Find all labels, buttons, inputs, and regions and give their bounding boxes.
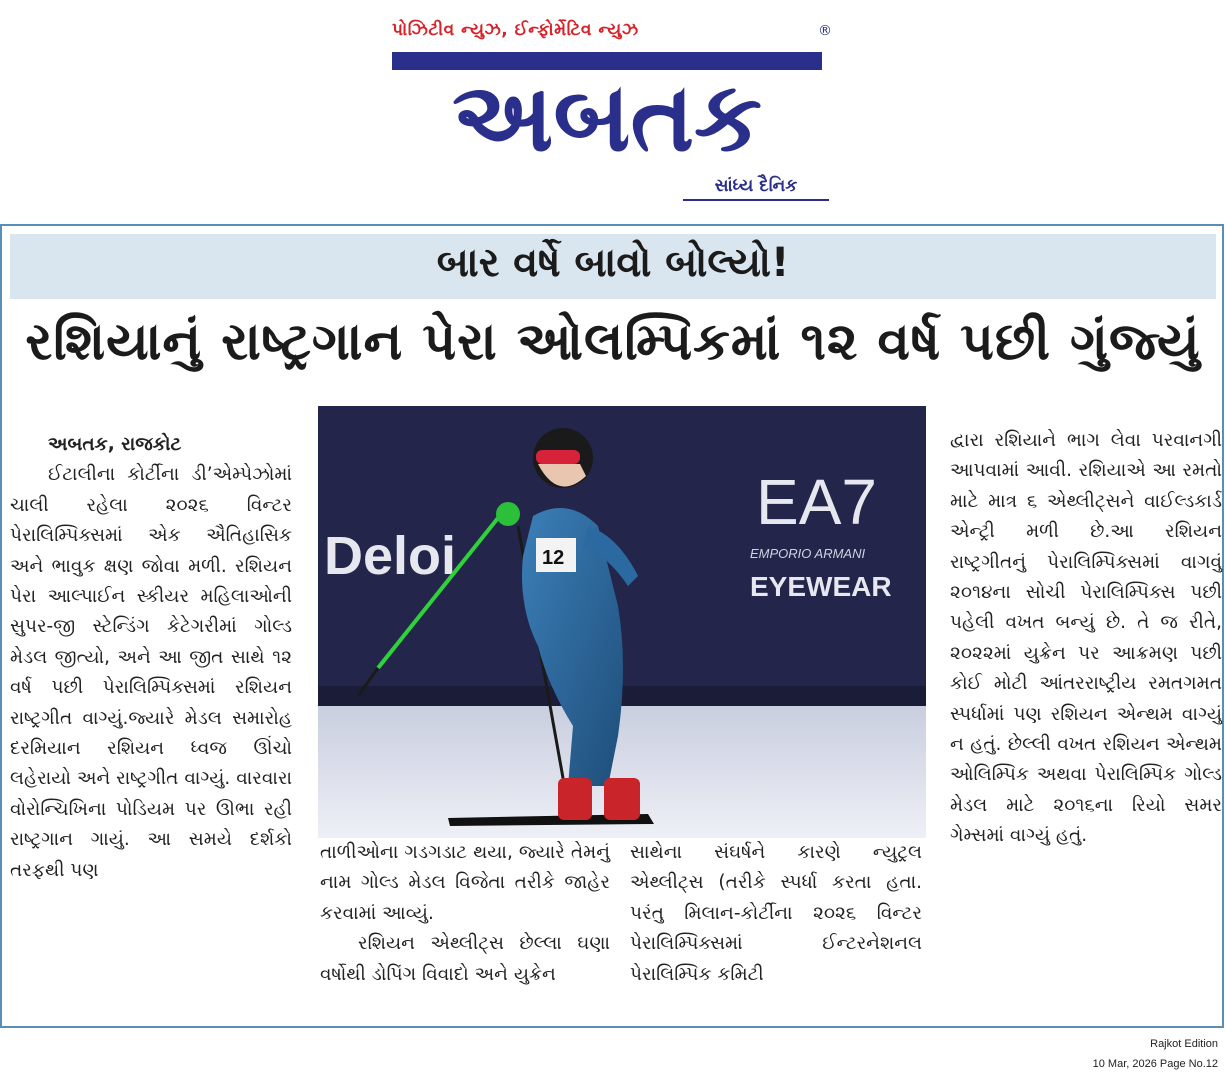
logo-wordmark: અબતક (452, 61, 762, 166)
column-2-para-1: તાળીઓના ગડગડાટ થયા, જ્યારે તેમનું નામ ગોલ્ડ મેડલ વિજેતા તરીકે જાહેર કરવામાં આવ્યું. (320, 842, 610, 924)
edition-label: Rajkot Edition (1150, 1038, 1218, 1050)
banner-left-text: Deloi (324, 526, 457, 586)
masthead-subtitle: સાંધ્ય દૈનિક (714, 176, 798, 196)
article-kicker: બાર વર્ષે બાવો બોલ્યો! (436, 240, 790, 286)
logo-graphic (392, 46, 832, 166)
column-4-text: દ્વારા રશિયાને ભાગ લેવા પરવાનગી આપવામાં આવી. રશિયાએ આ રમતો માટે માત્ર ૬ એથ્લીટ્સને વાઈલ્ડકાર્ડ એન્ટ્રી મળી છે.આ રશિયન રાષ્ટ્રગીતનું પેરાલિમ્પિક્સમાં વાગવું ૨૦૧૪ના સોચી પેરાલિમ્પિક્સ પછી પહેલી વખત બન્યું છે. તે જ રીતે, ૨૦૨૨માં યુક્રેન પર આક્રમણ પછી કોઈ મોટી આંતરરાષ્ટ્રીય રમતગમત સ્પર્ધામાં પણ રશિયન એન્થમ વાગ્યું ન હતું. છેલ્લી વખત રશિયન એન્થમ ઓલિમ્પિક અથવા પેરાલિમ્પિક ગોલ્ડ મેડલ માટે ૨૦૧૬ના રિયો સમર ગેમ્સમાં વાગ્યું હતું. (950, 430, 1222, 847)
ski-boot-left (558, 778, 592, 820)
article-photo[interactable] (318, 406, 926, 838)
article-headline: રશિયાનું રાષ્ટ્રગાન પેરા ઓલમ્પિકમાં ૧૨ વર્ષ પછી ગુંજ્યું (25, 312, 1201, 372)
registered-mark: ® (818, 23, 832, 39)
newspaper-logo[interactable] (392, 46, 832, 166)
ski-boot-right (604, 778, 640, 820)
article-box (0, 224, 1224, 1028)
kicker-band (10, 234, 1216, 299)
banner-line: EYEWEAR (750, 571, 892, 602)
banner-brand: EA7 (756, 466, 877, 538)
article-column-2 (320, 838, 610, 990)
banner-sub: EMPORIO ARMANI (750, 546, 866, 561)
article-column-4 (950, 426, 1222, 852)
masthead-tagline: પોઝિટીવ ન્યુઝ, ઈન્ફોર્મેટિવ ન્યુઝ (392, 20, 639, 40)
bib-number: 12 (542, 547, 565, 569)
column-1-text: ઈટાલીના કોર્ટીના ડી’એમ્પેઝોમાં ચાલી રહેલા ૨૦૨૬ વિન્ટર પેરાલિમ્પિક્સમાં એક ઐતિહાસિક અને ભાવુક ક્ષણ જોવા મળી. રશિયન પેરા આલ્પાઈન સ્કીયર મહિલાઓની સુપર-જી સ્ટેન્ડિંગ કેટેગરીમાં ગોલ્ડ મેડલ જીત્યો, અને આ જીત સાથે ૧૨ વર્ષ પછી પેરાલિમ્પિક્સમાં રશિયન રાષ્ટ્રગીત વાગ્યું.જ્યારે મેડલ સમારોહ દરમિયાન રશિયન ધ્વજ ઊંચો લહેરાયો અને રાષ્ટ્રગીત વાગ્યું. વારવારા વોરોન્ચિખિના પોડિયમ પર ઊભા રહી રાષ્ટ્રગાન ગાયું. આ સમયે દર્શકો તરફથી પણ (10, 464, 292, 881)
page-info: 10 Mar, 2026 Page No.12 (1092, 1058, 1218, 1070)
article-column-1 (10, 430, 292, 886)
article-column-3 (630, 838, 922, 990)
column-3-text: સાથેના સંઘર્ષને કારણે ન્યુટ્રલ એથ્લીટ્સ (તરીકે સ્પર્ધા કરતા હતા. પરંતુ મિલાન-કોર્ટીના ૨૦૨૬ વિન્ટર પેરાલિમ્પિક્સમાં ઈન્ટરનેશનલ પેરાલિમ્પિક કમિટી (630, 842, 922, 985)
skier-photo (318, 406, 926, 838)
article-dateline: અબતક, રાજકોટ (48, 434, 182, 455)
masthead (0, 0, 1226, 215)
column-2-para-2: રશિયન એથ્લીટ્સ છેલ્લા ઘણા વર્ષોથી ડોપિંગ વિવાદો અને યુક્રેન (320, 933, 610, 985)
subtitle-underline (683, 199, 829, 201)
